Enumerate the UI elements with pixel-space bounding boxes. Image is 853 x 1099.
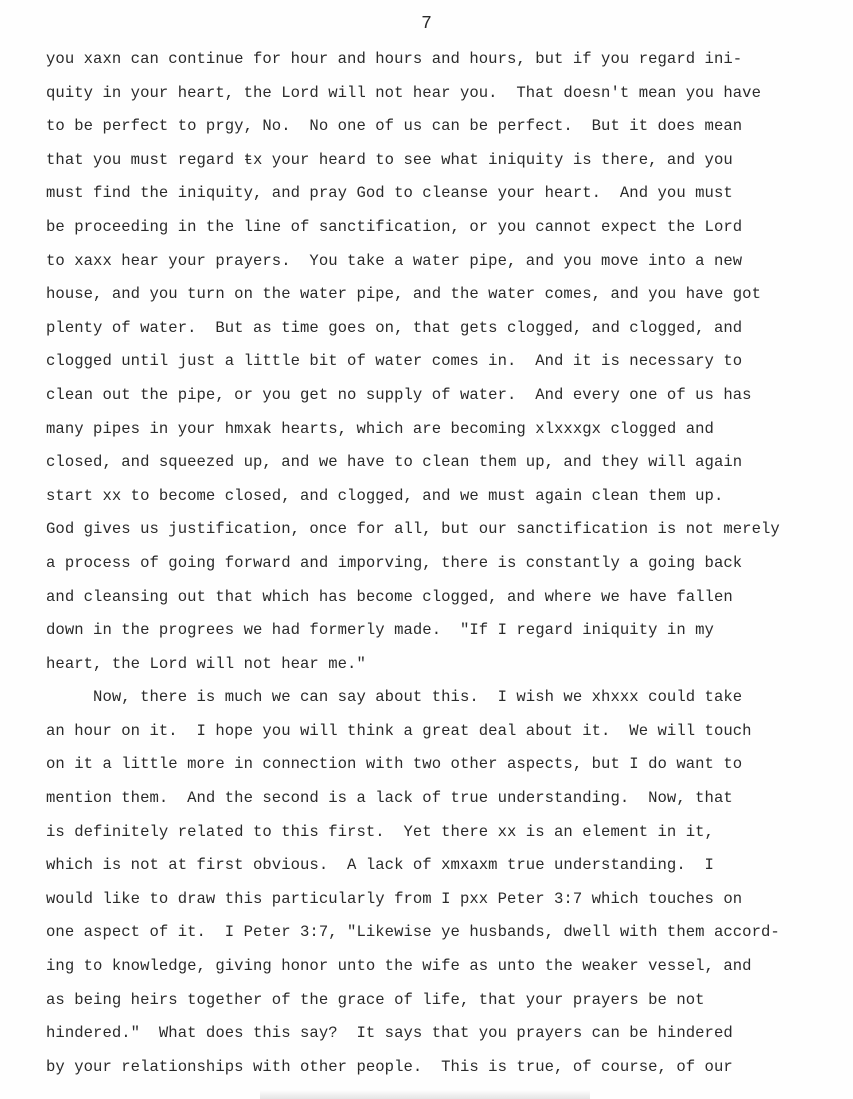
text-line-22: on it a little more in connection with two other aspects, but I do want to: [46, 755, 743, 774]
text-line-3: to be perfect to prgy, No. No one of us can be perfect. But it does mean: [46, 117, 743, 136]
document-body: [46, 47, 846, 1088]
text-line-21: an hour on it. I hope you will think a great deal about it. We will touch: [46, 721, 752, 740]
text-line-12: many pipes in your hmxak hearts, which are becoming xlxxxgx clogged and: [46, 419, 714, 438]
text-line-24: is definitely related to this first. Yet there xx is an element in it,: [46, 822, 714, 841]
page-number: 7: [421, 14, 432, 34]
text-line-11: clean out the pipe, or you get no supply of water. And every one of us has: [46, 385, 752, 404]
text-line-5: must find the iniquity, and pray God to cleanse your heart. And you must: [46, 184, 733, 203]
text-line-20: Now, there is much we can say about this. I wish we xhxxx could take: [46, 688, 743, 707]
text-line-31: by your relationships with other people. This is true, of course, of our: [46, 1057, 733, 1076]
text-line-29: as being heirs together of the grace of life, that your prayers be not: [46, 990, 705, 1009]
text-line-14: start xx to become closed, and clogged, and we must again clean them up.: [46, 486, 724, 505]
text-line-9: plenty of water. But as time goes on, that gets clogged, and clogged, and: [46, 318, 743, 337]
text-line-2: quity in your heart, the Lord will not hear you. That doesn't mean you have: [46, 83, 761, 102]
scan-edge-shadow: [260, 1090, 590, 1099]
text-line-25: which is not at first obvious. A lack of xmxaxm true understanding. I: [46, 856, 714, 875]
text-line-30: hindered." What does this say? It says that you prayers can be hindered: [46, 1024, 733, 1043]
text-line-4: that you must regard ŧx your heard to see what iniquity is there, and you: [46, 150, 733, 169]
text-line-8: house, and you turn on the water pipe, and the water comes, and you have got: [46, 285, 761, 304]
text-line-15: God gives us justification, once for all, but our sanctification is not merely: [46, 520, 780, 539]
text-line-18: down in the progrees we had formerly made. "If I regard iniquity in my: [46, 621, 714, 640]
text-line-23: mention them. And the second is a lack of true understanding. Now, that: [46, 789, 733, 808]
text-line-16: a process of going forward and imporving, there is constantly a going back: [46, 553, 743, 572]
text-line-26: would like to draw this particularly from I pxx Peter 3:7 which touches on: [46, 889, 743, 908]
text-line-27: one aspect of it. I Peter 3:7, "Likewise ye husbands, dwell with them accord-: [46, 923, 780, 942]
text-line-28: ing to knowledge, giving honor unto the wife as unto the weaker vessel, and: [46, 957, 752, 976]
text-line-7: to xaxx hear your prayers. You take a water pipe, and you move into a new: [46, 251, 743, 270]
text-line-6: be proceeding in the line of sanctification, or you cannot expect the Lord: [46, 217, 743, 236]
text-line-19: heart, the Lord will not hear me.": [46, 654, 366, 673]
text-line-13: closed, and squeezed up, and we have to clean them up, and they will again: [46, 453, 743, 472]
text-line-1: you xaxn can continue for hour and hours and hours, but if you regard ini-: [46, 50, 743, 68]
text-line-17: and cleansing out that which has become clogged, and where we have fallen: [46, 587, 733, 606]
text-line-10: clogged until just a little bit of water comes in. And it is necessary to: [46, 352, 743, 371]
